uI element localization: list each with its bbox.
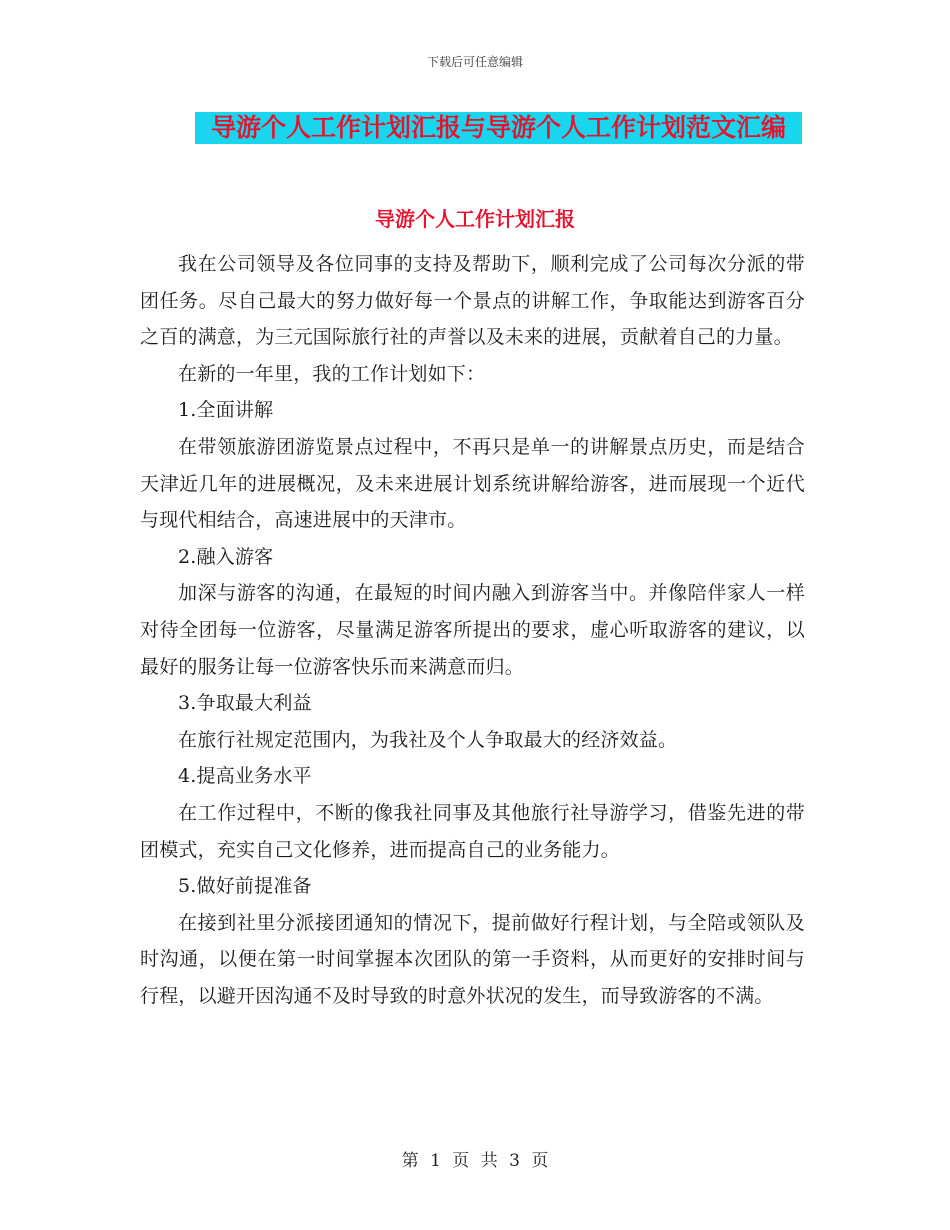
paragraph: 在旅行社规定范围内，为我社及个人争取最大的经济效益。 bbox=[178, 728, 678, 751]
list-heading: 5.做好前提准备 bbox=[178, 875, 312, 898]
header-note: 下载后可任意编辑 bbox=[426, 55, 523, 69]
list-heading: 3.争取最大利益 bbox=[178, 692, 312, 715]
document-body bbox=[140, 246, 805, 1014]
paragraph: 在接到社里分派接团通知的情况下，提前做好行程计划，与全陪或领队及时沟通，以便在第一时间掌握本次团队的第一手资料，从而更好的安排时间与行程，以避开因沟通不及时导致的时意外状况的发生，而导致游客的不满。 bbox=[140, 911, 805, 1007]
list-heading: 2.融入游客 bbox=[178, 545, 274, 568]
page-title: 导游个人工作计划汇报与导游个人工作计划范文汇编 bbox=[210, 113, 786, 142]
page-number: 第 1 页 共 3 页 bbox=[401, 1151, 549, 1171]
paragraph: 在带领旅游团游览景点过程中，不再只是单一的讲解景点历史，而是结合天津近几年的进展概况，及未来进展计划系统讲解给游客，进而展现一个近代与现代相结合，高速进展中的天津市。 bbox=[140, 435, 805, 532]
paragraph: 我在公司领导及各位同事的支持及帮助下，顺利完成了公司每次分派的带团任务。尽自己最大的努力做好每一个景点的讲解工作，争取能达到游客百分之百的满意，为三元国际旅行社的声誉以及未来的进展，贡献着自己的力量。 bbox=[140, 253, 805, 349]
list-heading: 1.全面讲解 bbox=[178, 399, 274, 422]
paragraph: 在工作过程中，不断的像我社同事及其他旅行社导游学习，借鉴先进的带团模式，充实自己文化修养，进而提高自己的业务能力。 bbox=[140, 801, 805, 861]
paragraph: 加深与游客的沟通，在最短的时间内融入到游客当中。并像陪伴家人一样对待全团每一位游客，尽量满足游客所提出的要求，虚心听取游客的建议，以最好的服务让每一位游客快乐而来满意而归。 bbox=[140, 582, 805, 678]
section-title: 导游个人工作计划汇报 bbox=[375, 207, 575, 231]
list-heading: 4.提高业务水平 bbox=[178, 765, 312, 788]
paragraph: 在新的一年里，我的工作计划如下： bbox=[178, 362, 486, 385]
